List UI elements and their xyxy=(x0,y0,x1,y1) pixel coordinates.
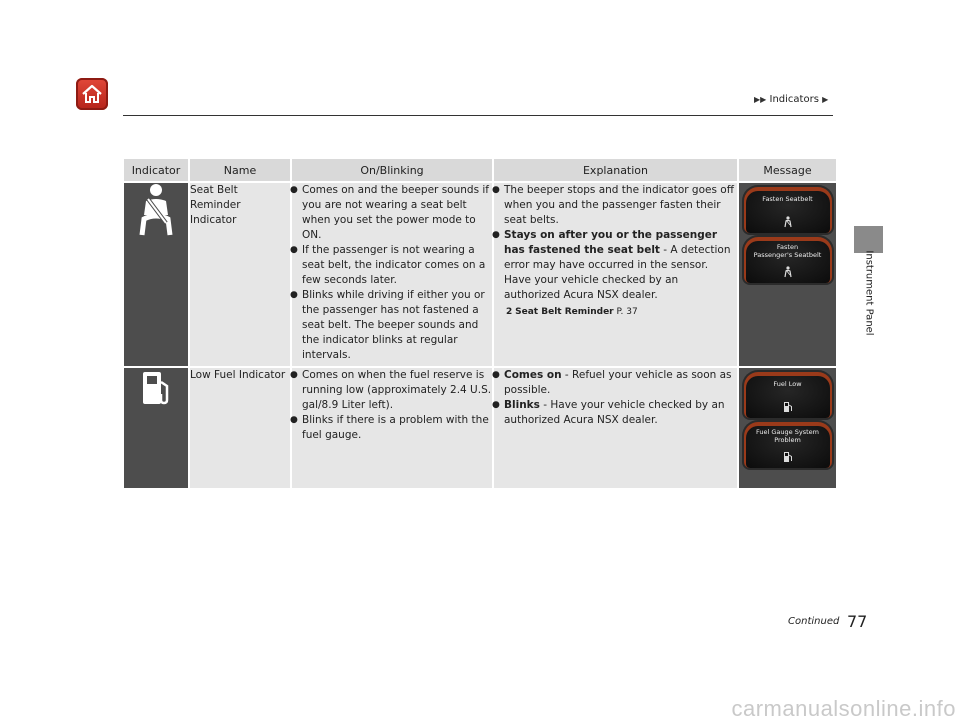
explanation-cell xyxy=(494,183,737,366)
seat-belt-icon xyxy=(783,266,793,278)
list-item: ● Blinks if there is a problem with the fuel gauge. xyxy=(292,413,492,443)
list-item: ● Blinks while driving if either you or the passenger has not fastened a seat belt. The beeper sounds and the indicator blinks at regular intervals. xyxy=(292,288,492,363)
explanation-text: - A detection error may have occurred in the sensor. Have your vehicle checked by an authorized Acura NSX dealer. xyxy=(504,244,731,301)
indicator-name xyxy=(190,183,290,366)
section-tab[interactable] xyxy=(854,226,883,253)
indicator-name-text: Low Fuel Indicator xyxy=(190,369,286,381)
explanation-text: - Have your vehicle checked by an authorized Acura NSX dealer. xyxy=(504,399,725,426)
seat-belt-icon xyxy=(783,216,793,228)
list-item xyxy=(494,228,737,303)
message-cell xyxy=(739,183,836,366)
message-display xyxy=(744,422,832,468)
on-blinking-cell xyxy=(292,368,492,488)
column-header: Name xyxy=(190,159,290,181)
breadcrumb-triangle-icon: ▶ xyxy=(822,95,829,104)
fuel-pump-icon xyxy=(783,401,793,413)
list-item xyxy=(494,368,737,398)
table-row xyxy=(124,183,836,366)
column-header: Message xyxy=(739,159,836,181)
fuel-pump-icon xyxy=(139,368,173,408)
list-item xyxy=(494,183,737,228)
indicator-cell xyxy=(124,183,188,366)
indicator-name-text: Seat Belt Reminder Indicator xyxy=(190,184,241,226)
header-rule xyxy=(123,115,833,116)
column-header: Indicator xyxy=(124,159,188,181)
message-display xyxy=(744,372,832,418)
seat-belt-icon xyxy=(134,183,178,239)
home-icon xyxy=(81,83,103,105)
list-item xyxy=(494,398,737,428)
reference-page: P. 37 xyxy=(613,307,638,317)
breadcrumb xyxy=(754,94,828,105)
explanation-bold: Comes on xyxy=(504,369,562,381)
explanation-bold: Blinks xyxy=(504,399,540,411)
table-row xyxy=(124,368,836,488)
reference-arrow-icon: 2 xyxy=(506,307,513,317)
message-display xyxy=(744,237,832,283)
on-blinking-cell xyxy=(292,183,492,366)
fuel-pump-icon xyxy=(783,451,793,463)
message-text: Fuel Gauge System Problem xyxy=(756,428,819,444)
breadcrumb-item[interactable]: Indicators xyxy=(769,94,819,105)
list-item: ● Comes on and the beeper sounds if you are not wearing a seat belt when you set the power mode to ON. xyxy=(292,183,492,243)
message-text: Fuel Low xyxy=(773,380,802,388)
reference-label: Seat Belt Reminder xyxy=(515,307,614,317)
explanation-bold: Stays on after you or the passenger has fastened the seat belt xyxy=(504,229,718,256)
message-display xyxy=(744,187,832,233)
indicator-name xyxy=(190,368,290,488)
column-header: Explanation xyxy=(494,159,737,181)
page-reference-link[interactable] xyxy=(494,305,737,320)
page-number: 77 xyxy=(847,612,868,631)
breadcrumb-triangle-icon: ▶▶ xyxy=(754,95,767,104)
message-text: Fasten Passenger's Seatbelt xyxy=(753,243,822,259)
continued-label: Continued xyxy=(788,616,840,627)
table-header-row xyxy=(124,159,836,181)
explanation-text: The beeper stops and the indicator goes off when you and the passenger fasten their seat belts. xyxy=(504,184,734,226)
home-button[interactable] xyxy=(76,78,108,110)
message-cell xyxy=(739,368,836,488)
list-item: ● If the passenger is not wearing a seat belt, the indicator comes on a few seconds later. xyxy=(292,243,492,288)
watermark: carmanualsonline.info xyxy=(731,696,956,721)
column-header: On/Blinking xyxy=(292,159,492,181)
indicator-table xyxy=(122,157,838,490)
section-label: Instrument Panel xyxy=(863,250,875,336)
message-text: Fasten Seatbelt xyxy=(762,195,813,203)
explanation-text: - Refuel your vehicle as soon as possible. xyxy=(504,369,732,396)
explanation-cell xyxy=(494,368,737,488)
list-item: ● Comes on when the fuel reserve is running low (approximately 2.4 U.S. gal/8.9 Liter left). xyxy=(292,368,492,413)
indicator-cell xyxy=(124,368,188,488)
